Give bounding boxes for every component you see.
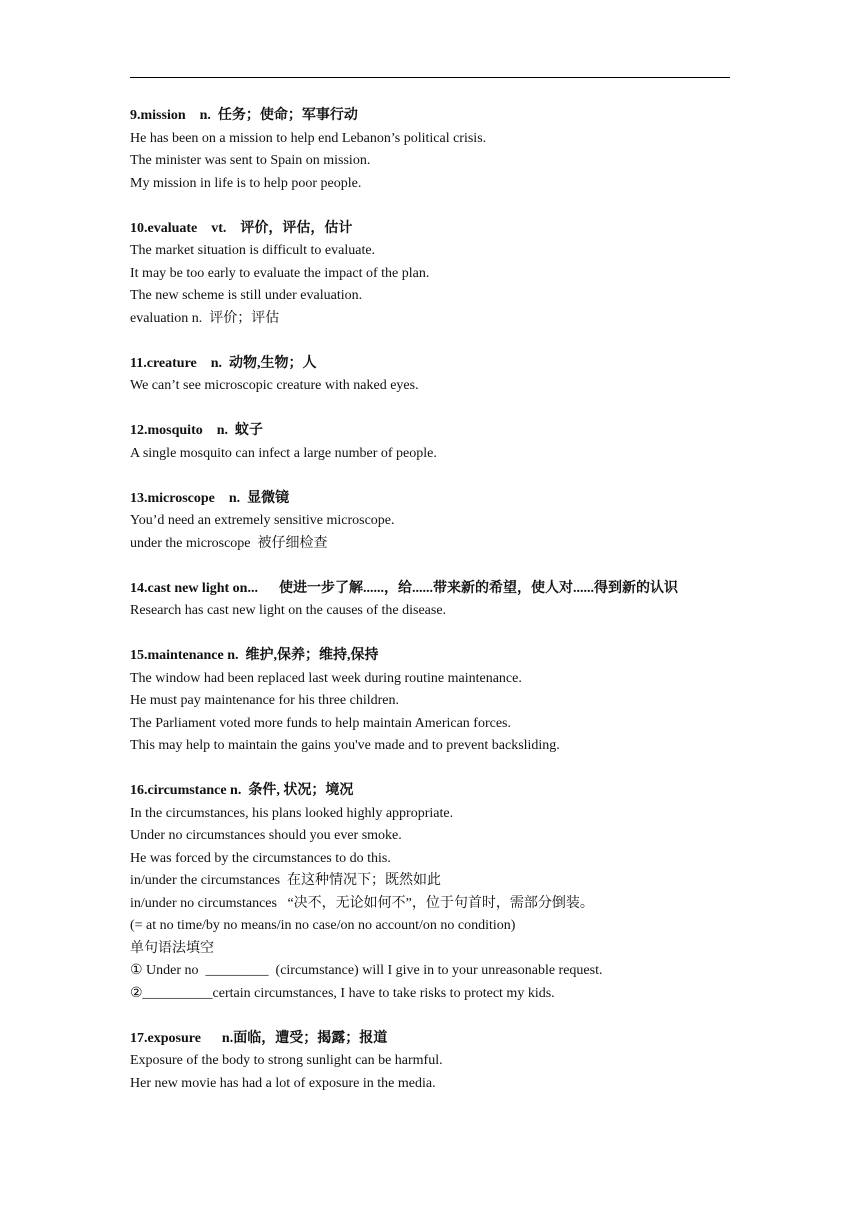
vocab-entry-microscope (130, 488, 750, 556)
example-line: In the circumstances, his plans looked highly appropriate. (130, 805, 454, 821)
vocab-entry-cast-new-light (130, 578, 750, 623)
vocab-entry-circumstance (130, 780, 750, 1005)
example-line: He was forced by the circumstances to do this. (130, 850, 391, 866)
example-line: under the microscope 被仔细检查 (130, 535, 328, 551)
vocab-entry-evaluate (130, 218, 750, 331)
example-line: We can’t see microscopic creature with naked eyes. (130, 378, 419, 393)
example-line: The window had been replaced last week during routine maintenance. (130, 670, 522, 686)
vocab-entry-maintenance (130, 645, 750, 758)
example-line: He must pay maintenance for his three children. (130, 693, 400, 708)
entry-heading: 12.mosquito n. 蚊子 (130, 423, 264, 438)
example-line: The new scheme is still under evaluation. (130, 288, 363, 303)
example-line: The Parliament voted more funds to help maintain American forces. (130, 715, 511, 731)
exercise-item: ②__________certain circumstances, I have to take risks to protect my kids. (130, 985, 555, 1001)
example-line: You’d need an extremely sensitive microscope. (130, 513, 395, 528)
entry-heading: 15.maintenance n. 维护,保养；维持,保持 (130, 648, 379, 663)
header-rule (130, 77, 730, 78)
example-line: My mission in life is to help poor people. (130, 175, 362, 191)
vocab-entry-exposure (130, 1028, 750, 1096)
example-line: He has been on a mission to help end Lebanon’s political crisis. (130, 130, 487, 146)
example-line: The minister was sent to Spain on mission. (130, 153, 371, 168)
exercise-heading: 单句语法填空 (130, 940, 214, 956)
example-line: Under no circumstances should you ever smoke. (130, 828, 402, 843)
vocab-entry-mosquito (130, 420, 750, 465)
entry-heading: 14.cast new light on... 使进一步了解......，给......带来新的希望，使人对......得到新的认识 (130, 580, 678, 596)
example-line: The market situation is difficult to evaluate. (130, 243, 376, 258)
vocab-entry-mission (130, 105, 750, 195)
example-line: in/under no circumstances “决不，无论如何不”，位于句首时，需部分倒装。 (130, 895, 594, 911)
example-line: This may help to maintain the gains you've made and to prevent backsliding. (130, 738, 560, 753)
example-line: It may be too early to evaluate the impact of the plan. (130, 265, 430, 281)
entry-heading: 11.creature n. 动物,生物；人 (130, 355, 317, 371)
example-line: Research has cast new light on the causes of the disease. (130, 603, 447, 618)
entry-heading: 10.evaluate vt. 评价，评估，估计 (130, 220, 353, 236)
vocabulary-list (130, 105, 750, 1095)
exercise-item: ① Under no _________ (circumstance) will I give in to your unreasonable request. (130, 963, 603, 978)
entry-heading: 17.exposure n.面临，遭受；揭露；报道 (130, 1030, 388, 1046)
example-line: (= at no time/by no means/in no case/on no account/on no condition) (130, 918, 516, 933)
example-line: Exposure of the body to strong sunlight can be harmful. (130, 1053, 443, 1068)
example-line: evaluation n. 评价；评估 (130, 310, 280, 326)
example-line: A single mosquito can infect a large number of people. (130, 445, 437, 461)
vocab-entry-creature (130, 353, 750, 398)
entry-heading: 13.microscope n. 显微镜 (130, 490, 290, 506)
entry-heading: 16.circumstance n. 条件, 状况；境况 (130, 783, 354, 798)
example-line: Her new movie has had a lot of exposure in the media. (130, 1075, 436, 1091)
entry-heading: 9.mission n. 任务；使命；军事行动 (130, 108, 358, 123)
example-line: in/under the circumstances 在这种情况下；既然如此 (130, 873, 442, 888)
